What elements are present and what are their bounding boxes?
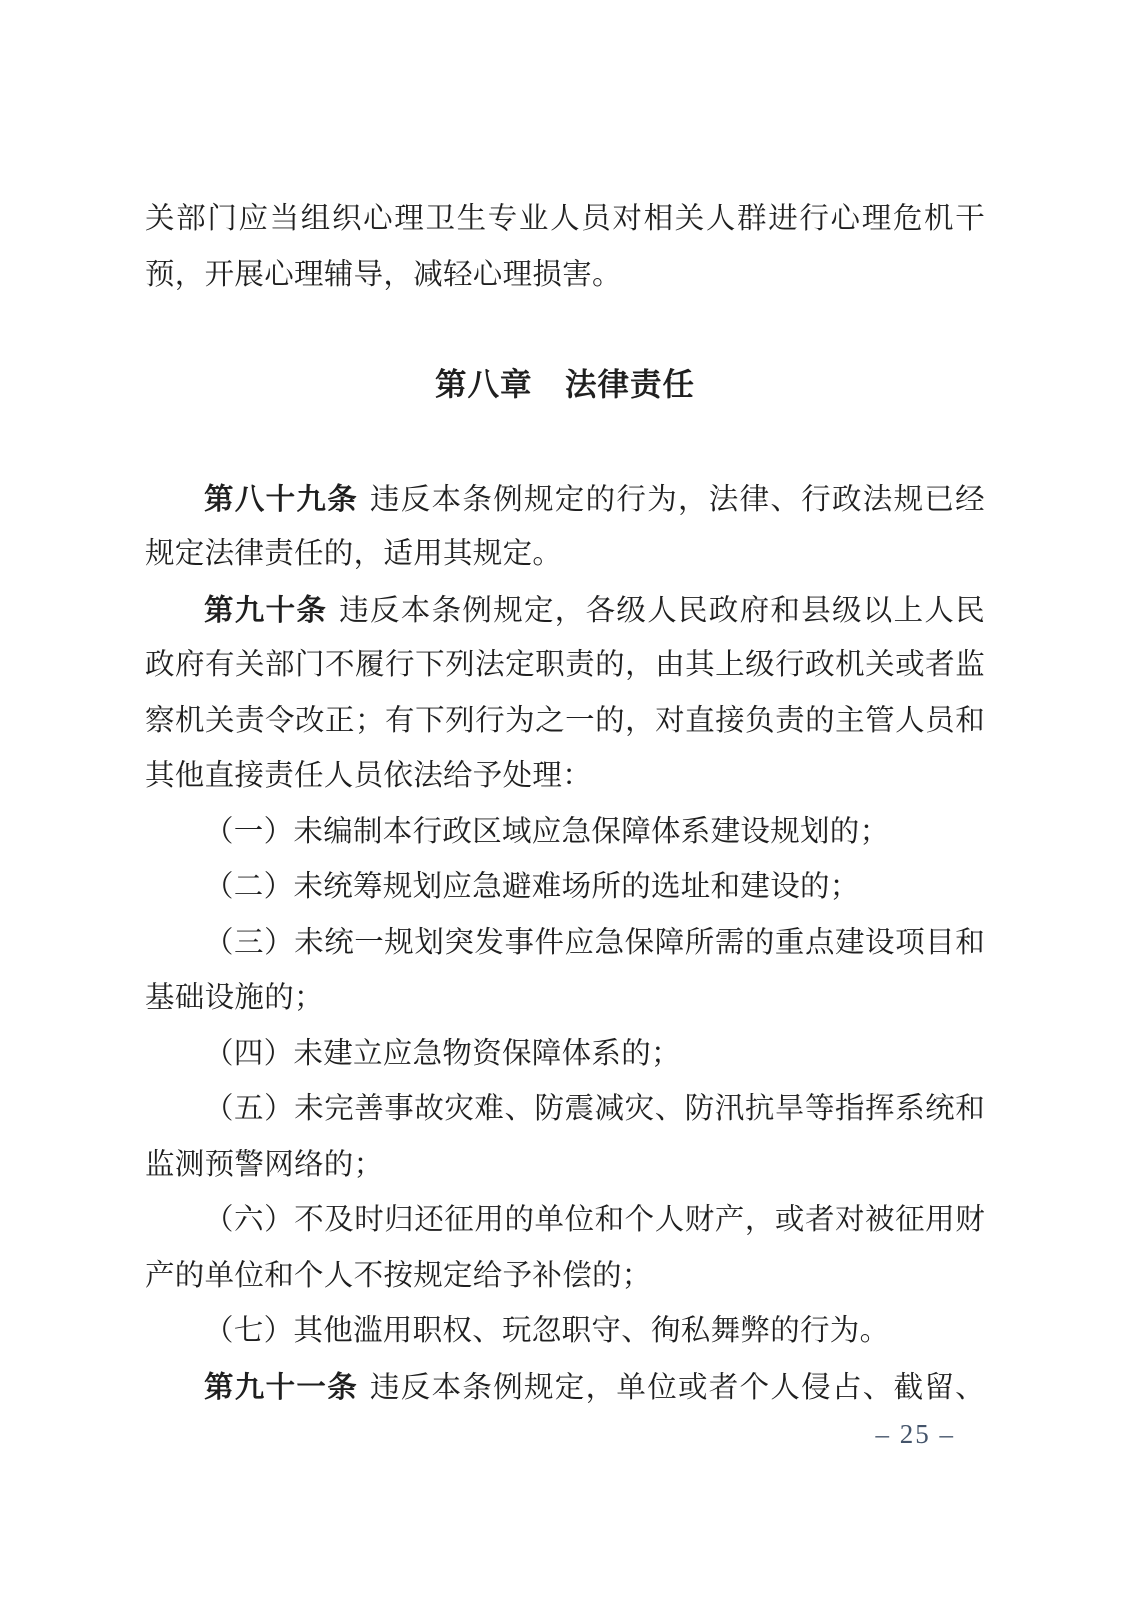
article-89-line-1 bbox=[145, 472, 985, 528]
article-91-number: 第九十一条 bbox=[204, 1370, 358, 1404]
item-2-line: （二）未统筹规划应急避难场所的选址和建设的； bbox=[204, 871, 860, 903]
item-3-line-1: （三）未统一规划突发事件应急保障所需的重点建设项目和 bbox=[204, 926, 985, 959]
item-7-line: （七）其他滥用职权、玩忽职守、徇私舞弊的行为。 bbox=[204, 1315, 890, 1347]
item-3-line-2: 基础设施的； bbox=[145, 982, 324, 1014]
article-90-line-3: 察机关责令改正；有下列行为之一的，对直接负责的主管人员和 bbox=[145, 704, 985, 737]
page-number: – 25 – bbox=[875, 1419, 955, 1449]
article-90-number: 第九十条 bbox=[204, 593, 328, 627]
item-1-line: （一）未编制本行政区域应急保障体系建设规划的； bbox=[204, 815, 890, 848]
item-5-line-2: 监测预警网络的； bbox=[145, 1148, 384, 1181]
chapter-heading: 第八章 法律责任 bbox=[434, 366, 695, 402]
article-90-text: 违反本条例规定，各级人民政府和县级以上人民 bbox=[339, 594, 985, 627]
intro-paragraph-line-2: 预，开展心理辅导，减轻心理损害。 bbox=[145, 258, 622, 291]
article-89-text: 违反本条例规定的行为，法律、行政法规已经 bbox=[370, 483, 985, 516]
item-4-line: （四）未建立应急物资保障体系的； bbox=[204, 1037, 681, 1070]
article-90-line-2: 政府有关部门不履行下列法定职责的，由其上级行政机关或者监 bbox=[145, 649, 985, 681]
article-89-number: 第八十九条 bbox=[204, 482, 358, 516]
item-6-line-1: （六）不及时归还征用的单位和个人财产，或者对被征用财 bbox=[204, 1204, 985, 1236]
article-91-text: 违反本条例规定，单位或者个人侵占、截留、 bbox=[370, 1371, 985, 1404]
article-91-line-1 bbox=[145, 1360, 985, 1416]
item-5-line-1: （五）未完善事故灾难、防震减灾、防汛抗旱等指挥系统和 bbox=[204, 1093, 985, 1125]
document-body bbox=[145, 192, 985, 1415]
article-90-line-4: 其他直接责任人员依法给予处理： bbox=[145, 760, 593, 792]
article-89-line-2: 规定法律责任的，适用其规定。 bbox=[145, 538, 563, 570]
item-6-line-2: 产的单位和个人不按规定给予补偿的； bbox=[145, 1259, 652, 1292]
intro-paragraph-line-1: 关部门应当组织心理卫生专业人员对相关人群进行心理危机干 bbox=[145, 203, 985, 235]
article-90-line-1 bbox=[145, 583, 985, 639]
